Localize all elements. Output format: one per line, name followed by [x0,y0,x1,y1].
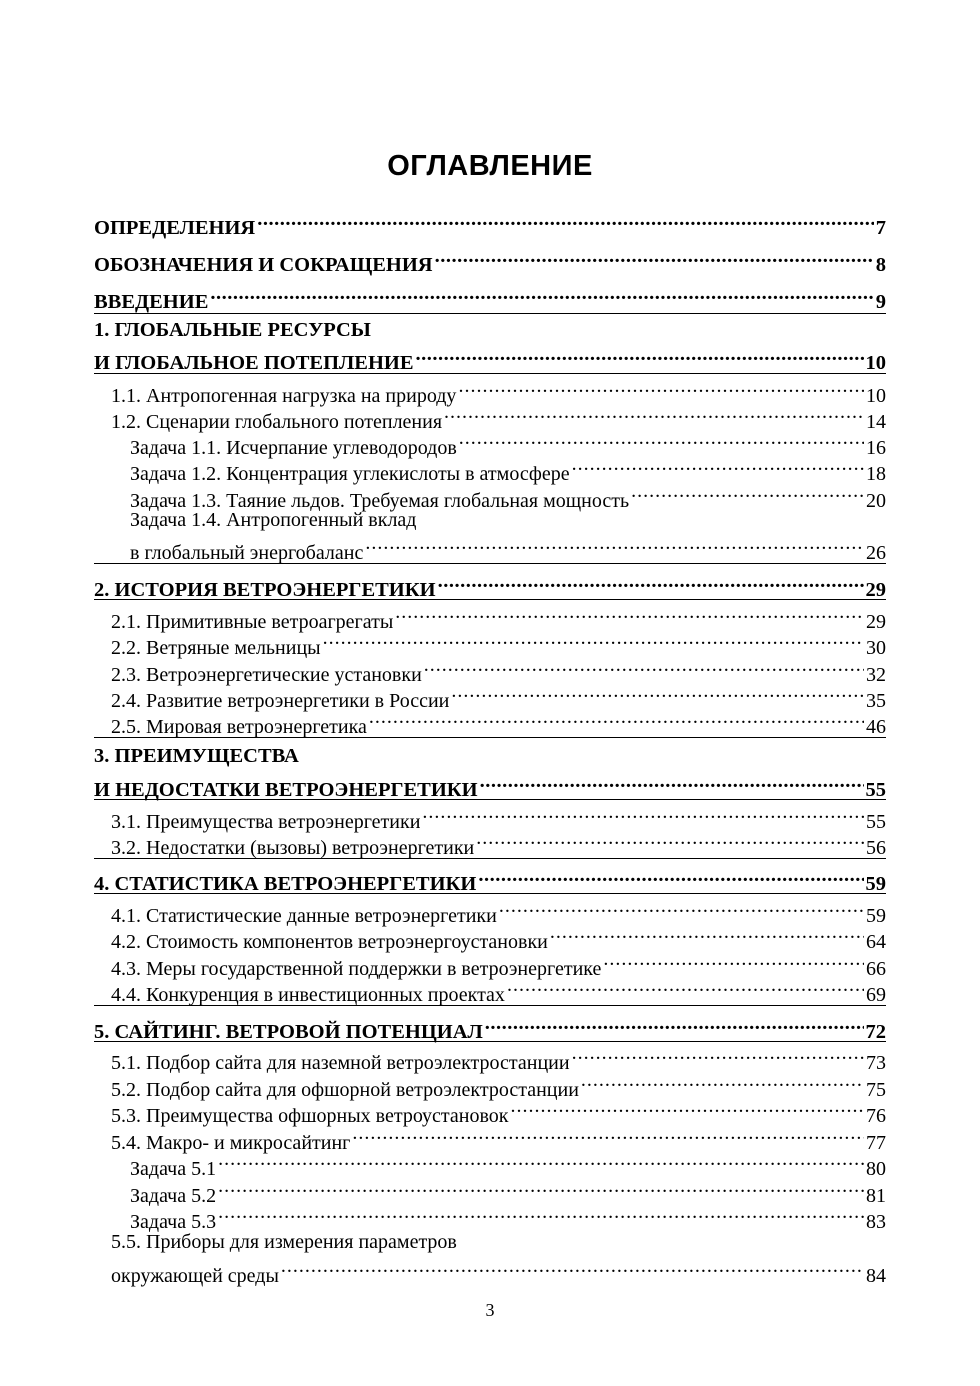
leader-dots [451,681,864,707]
toc-section-5-5-line1[interactable]: 5.5. Приборы для измерения параметров [111,1231,457,1253]
toc-task-1-1[interactable] [130,428,886,459]
toc-entry-text: 1.2. Сценарии глобального потепления [111,411,443,433]
divider [94,737,886,738]
toc-section-2-2[interactable] [111,628,886,659]
toc-entry-text: в глобальный энергобаланс [130,542,364,564]
leader-dots [572,1043,864,1069]
toc-entry-page: 29 [866,611,886,633]
toc-entry-text: 2.2. Ветряные мельницы [111,637,321,659]
toc-entry-page: 69 [866,984,886,1006]
toc-entry-page: 46 [866,716,886,738]
toc-entry-definitions[interactable] [94,208,886,239]
divider [94,799,886,800]
toc-chapter-3[interactable] [94,770,886,801]
divider [94,373,886,374]
toc-entry-page: 55 [866,811,886,833]
leader-dots [581,1070,864,1096]
toc-entry-page: 35 [866,690,886,712]
toc-entry-text: 5.3. Преимущества офшорных ветроустановок [111,1105,509,1127]
leader-dots [550,922,864,948]
leader-dots [444,402,864,428]
toc-entry-text: ОПРЕДЕЛЕНИЯ [94,217,256,239]
leader-dots [218,1149,864,1175]
leader-dots [511,1096,864,1122]
toc-task-1-4[interactable] [130,533,886,564]
leader-dots [365,533,864,559]
leader-dots [281,1256,864,1282]
leader-dots [478,864,863,890]
toc-section-3-1[interactable] [111,802,886,833]
toc-entry-page: 7 [875,217,886,239]
toc-section-2-1[interactable] [111,602,886,633]
leader-dots [485,1012,864,1038]
toc-entry-text: 4.4. Конкуренция в инвестиционных проектах [111,984,505,1006]
toc-entry-page: 29 [865,579,886,601]
leader-dots [435,245,874,271]
leader-dots [603,949,864,975]
leader-dots [572,454,864,480]
toc-entry-text: 1.1. Антропогенная нагрузка на природу [111,385,457,407]
leader-dots [438,570,864,596]
toc-section-5-2[interactable] [111,1070,886,1101]
toc-section-5-1[interactable] [111,1043,886,1074]
divider [94,1005,886,1006]
toc-section-3-2[interactable] [111,828,886,859]
toc-entry-text: И НЕДОСТАТКИ ВЕТРОЭНЕРГЕТИКИ [94,779,478,801]
leader-dots [323,628,864,654]
toc-chapter-4[interactable] [94,864,886,895]
toc-entry-introduction[interactable] [94,282,886,313]
toc-entry-text: окружающей среды [111,1265,279,1287]
toc-entry-page: 72 [865,1021,886,1043]
toc-entry-text: Задача 5.3 [130,1211,217,1233]
leader-dots [499,896,864,922]
toc-section-1-2[interactable] [111,402,886,433]
toc-entry-page: 14 [866,411,886,433]
toc-chapter-2[interactable] [94,570,886,601]
toc-entry-text: 5.4. Макро- и микросайтинг [111,1132,351,1154]
toc-section-5-3[interactable] [111,1096,886,1127]
toc-section-4-3[interactable] [111,949,886,980]
toc-entry-page: 59 [865,873,886,895]
leader-dots [424,655,864,681]
toc-entry-text: Задача 5.1 [130,1158,217,1180]
toc-entry-text: ВВЕДЕНИЕ [94,291,209,313]
toc-task-1-2[interactable] [130,454,886,485]
leader-dots [459,428,864,454]
toc-section-5-4[interactable] [111,1123,886,1154]
toc-entry-text: 4.2. Стоимость компонентов ветроэнергоустановки [111,931,548,953]
toc-entry-page: 83 [866,1211,886,1233]
toc-entry-text: 2.1. Примитивные ветроагрегаты [111,611,394,633]
toc-entry-page: 84 [866,1265,886,1287]
toc-chapter-1-line1[interactable]: 1. ГЛОБАЛЬНЫЕ РЕСУРСЫ [94,319,371,341]
toc-entry-page: 81 [866,1185,886,1207]
toc-entry-page: 26 [866,542,886,564]
toc-entry-page: 80 [866,1158,886,1180]
toc-entry-page: 55 [865,779,886,801]
divider [94,1041,886,1042]
toc-entry-page: 30 [866,637,886,659]
divider [94,313,886,314]
toc-entry-page: 73 [866,1052,886,1074]
toc-task-1-4-line1[interactable]: Задача 1.4. Антропогенный вклад [130,509,417,531]
toc-entry-text: 4.3. Меры государственной поддержки в ветроэнергетике [111,958,602,980]
toc-entry-text: 2.3. Ветроэнергетические установки [111,664,422,686]
leader-dots [476,828,864,854]
toc-entry-page: 10 [865,352,886,374]
page-title: ОГЛАВЛЕНИЕ [387,150,593,182]
toc-task-5-2[interactable] [130,1176,886,1207]
toc-section-2-4[interactable] [111,681,886,712]
leader-dots [257,208,874,234]
toc-entry-text: Задача 1.3. Таяние льдов. Требуемая глобальная мощность [130,490,630,512]
toc-entry-page: 59 [866,905,886,927]
leader-dots [480,770,864,796]
page-number: 3 [485,1300,495,1320]
toc-entry-page: 76 [866,1105,886,1127]
toc-section-4-4[interactable] [111,975,886,1006]
leader-dots [631,481,864,507]
toc-entry-page: 77 [866,1132,886,1154]
toc-entry-text: 2. ИСТОРИЯ ВЕТРОЭНЕРГЕТИКИ [94,579,436,601]
toc-entry-text: 4.1. Статистические данные ветроэнергетики [111,905,497,927]
toc-chapter-5[interactable] [94,1012,886,1043]
toc-entry-page: 10 [866,385,886,407]
toc-chapter-3-line1[interactable]: 3. ПРЕИМУЩЕСТВА [94,745,299,767]
toc-entry-text: 5.1. Подбор сайта для наземной ветроэлектростанции [111,1052,570,1074]
toc-entry-abbreviations[interactable] [94,245,886,276]
leader-dots [416,343,864,369]
toc-entry-text: ОБОЗНАЧЕНИЯ И СОКРАЩЕНИЯ [94,254,433,276]
toc-entry-page: 32 [866,664,886,686]
toc-entry-page: 66 [866,958,886,980]
leader-dots [507,975,864,1001]
divider [94,599,886,600]
divider [94,893,886,894]
leader-dots [395,602,864,628]
toc-task-5-1[interactable] [130,1149,886,1180]
toc-entry-text: 5. САЙТИНГ. ВЕТРОВОЙ ПОТЕНЦИАЛ [94,1021,483,1043]
leader-dots [352,1123,864,1149]
leader-dots [422,802,864,828]
toc-entry-text: Задача 1.2. Концентрация углекислоты в атмосфере [130,463,570,485]
toc-entry-page: 18 [866,463,886,485]
toc-section-2-3[interactable] [111,655,886,686]
toc-entry-page: 56 [866,837,886,859]
toc-entry-text: И ГЛОБАЛЬНОЕ ПОТЕПЛЕНИЕ [94,352,414,374]
toc-entry-page: 8 [875,254,886,276]
toc-task-1-3[interactable] [130,481,886,512]
leader-dots [218,1202,864,1228]
toc-entry-page: 9 [875,291,886,313]
toc-section-4-2[interactable] [111,922,886,953]
toc-entry-text: 2.5. Мировая ветроэнергетика [111,716,367,738]
leader-dots [218,1176,864,1202]
toc-entry-text: Задача 5.2 [130,1185,217,1207]
toc-entry-page: 75 [866,1079,886,1101]
toc-entry-page: 16 [866,437,886,459]
toc-section-2-5[interactable] [111,707,886,738]
leader-dots [369,707,864,733]
leader-dots [210,282,873,308]
toc-entry-text: 4. СТАТИСТИКА ВЕТРОЭНЕРГЕТИКИ [94,873,477,895]
leader-dots [458,376,864,402]
toc-entry-page: 64 [866,931,886,953]
toc-entry-text: Задача 1.1. Исчерпание углеводородов [130,437,457,459]
toc-entry-text: 5.2. Подбор сайта для офшорной ветроэлектростанции [111,1079,579,1101]
toc-section-5-5[interactable] [111,1256,886,1287]
toc-entry-text: 2.4. Развитие ветроэнергетики в России [111,690,450,712]
toc-section-4-1[interactable] [111,896,886,927]
toc-section-1-1[interactable] [111,376,886,407]
toc-task-5-3[interactable] [130,1202,886,1233]
toc-entry-text: 3.2. Недостатки (вызовы) ветроэнергетики [111,837,475,859]
divider [94,563,886,564]
toc-entry-page: 20 [866,490,886,512]
divider [94,858,886,859]
toc-entry-text: 3.1. Преимущества ветроэнергетики [111,811,421,833]
toc-chapter-1[interactable] [94,343,886,374]
